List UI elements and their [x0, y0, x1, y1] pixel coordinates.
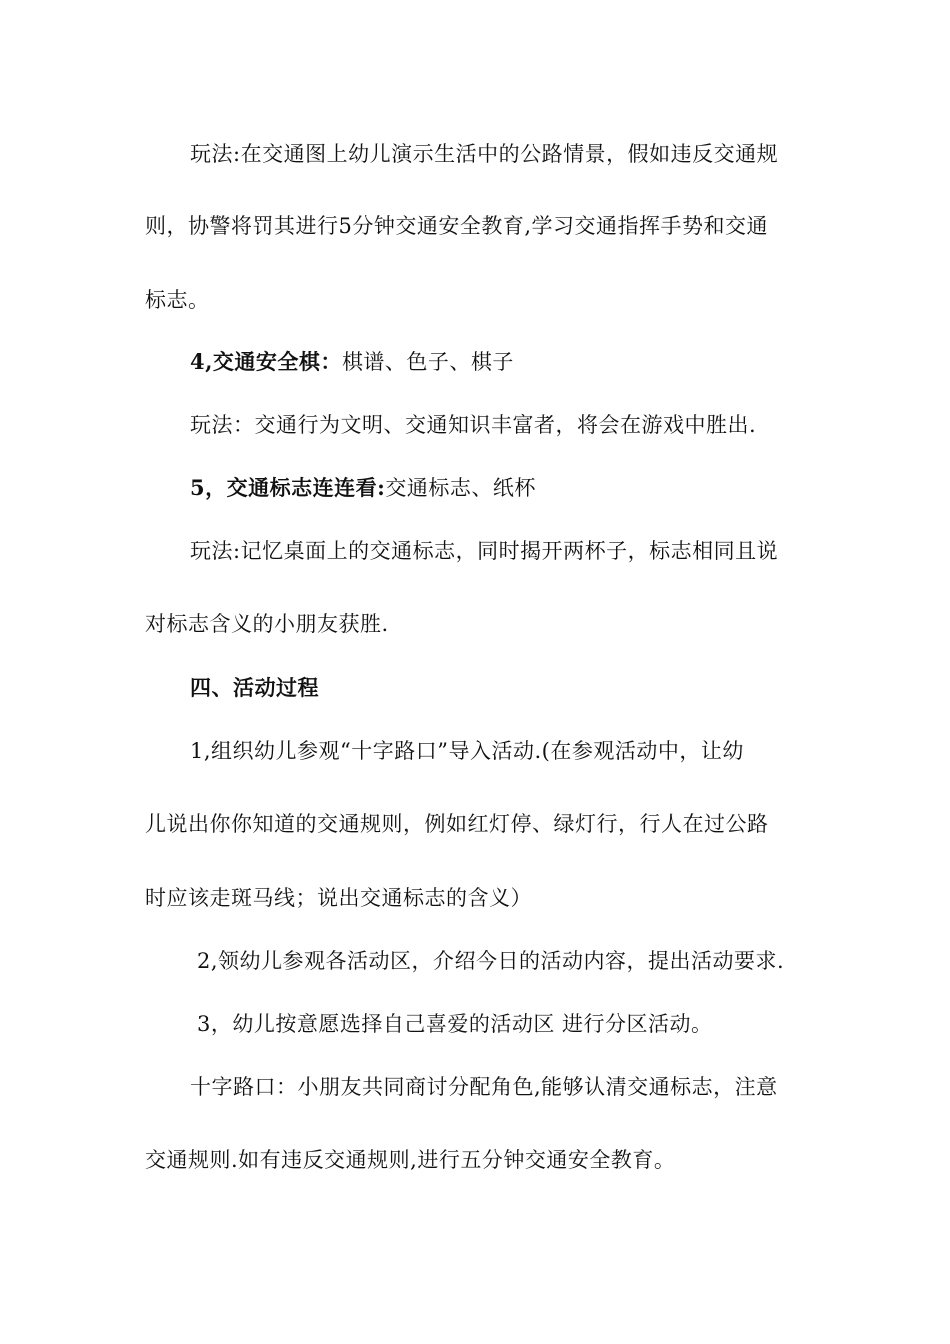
paragraph-line: 3，幼儿按意愿选择自己喜爱的活动区 进行分区活动。 — [197, 1012, 713, 1036]
list-item-4-heading: 4,交通安全棋： — [190, 349, 342, 374]
paragraph-line: 交通规则.如有违反交通规则,进行五分钟交通安全教育。 — [145, 1148, 676, 1172]
list-item-4 — [190, 348, 514, 376]
paragraph-line: 玩法：交通行为文明、交通知识丰富者，将会在游戏中胜出. — [190, 413, 757, 437]
paragraph-line: 2,领幼儿参观各活动区，介绍今日的活动内容，提出活动要求. — [197, 949, 785, 973]
paragraph-line: 对标志含义的小朋友获胜. — [145, 612, 389, 636]
list-item-5-text: 交通标志、纸杯 — [385, 476, 536, 500]
paragraph-line: 儿说出你你知道的交通规则，例如红灯停、绿灯行，行人在过公路 — [145, 812, 769, 836]
list-item-5 — [190, 474, 536, 502]
list-item-5-heading: 5，交通标志连连看: — [190, 475, 386, 500]
paragraph-line: 标志。 — [145, 288, 210, 312]
paragraph-line: 玩法:在交通图上幼儿演示生活中的公路情景，假如违反交通规 — [190, 142, 779, 166]
paragraph-line: 十字路口：小朋友共同商讨分配角色,能够认清交通标志，注意 — [190, 1075, 778, 1099]
paragraph-line: 玩法:记忆桌面上的交通标志，同时揭开两杯子，标志相同且说 — [190, 539, 779, 563]
list-item-4-text: 棋谱、色子、棋子 — [341, 350, 514, 374]
paragraph-line: 时应该走斑马线；说出交通标志的含义） — [145, 886, 532, 910]
paragraph-line: 1,组织幼儿参观“十字路口”导入活动.(在参观活动中，让幼 — [190, 739, 744, 763]
paragraph-line: 则，协警将罚其进行5分钟交通安全教育,学习交通指挥手势和交通 — [145, 214, 769, 238]
section-heading: 四、活动过程 — [190, 675, 319, 700]
